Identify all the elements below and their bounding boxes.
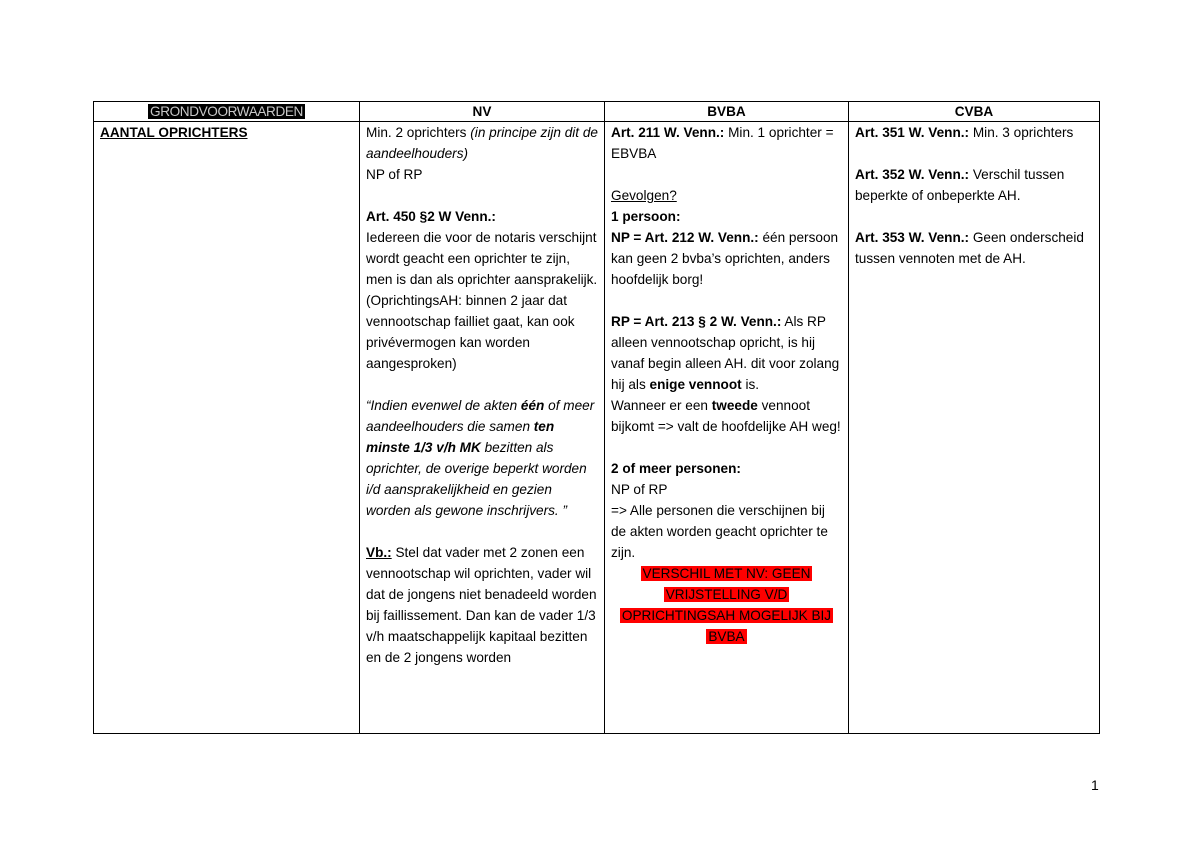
bvba-red-highlight: VERSCHIL MET NV: GEEN VRIJSTELLING V/D OPRICHTINGSAH MOGELIJK BIJ BVBA: [621, 566, 832, 644]
bvba-gevolgen: Gevolgen?: [611, 188, 677, 203]
row-aantal-oprichters: [94, 122, 1100, 734]
nv-paragraph: Iedereen die voor de notaris verschijnt wordt geacht een oprichter te zijn, men is dan als oprichter aansprakelijk. (OprichtingsAH: binnen 2 jaar dat vennootschap failliet gaat, kan ook privévermogen kan worden aangesproken): [366, 230, 598, 371]
header-row: [94, 102, 1100, 122]
bvba-cell: [605, 122, 849, 734]
cvba-art-353: Art. 353 W. Venn.: Geen onderscheid tussen vennoten met de AH.: [855, 230, 1084, 266]
header-bvba: BVBA: [605, 102, 849, 122]
bvba-art-213: RP = Art. 213 § 2 W. Venn.: Als RP alleen vennootschap opricht, is hij vanaf begin alleen AH. dit voor zolang hij als enige vennoot is.: [611, 314, 840, 392]
cvba-art-351: Art. 351 W. Venn.: Min. 3 oprichters: [855, 125, 1074, 140]
header-cvba: CVBA: [849, 102, 1100, 122]
bvba-art-212: NP = Art. 212 W. Venn.: één persoon kan geen 2 bvba’s oprichten, anders hoofdelijk borg!: [611, 230, 839, 287]
nv-min-oprichters: Min. 2 oprichters (in principe zijn dit de aandeelhouders): [366, 125, 598, 161]
page-number: 1: [1091, 777, 1099, 793]
nv-example: Vb.: Stel dat vader met 2 zonen een vennootschap wil oprichten, vader wil dat de jongens niet benadeeld worden bij faillissement. Dan kan de vader 1/3 v/h maatschappelijk kapitaal bezitten en de 2 jongens worden: [366, 545, 597, 665]
header-nv: NV: [360, 102, 605, 122]
comparison-table: [93, 101, 1100, 734]
row-label-cell: [94, 122, 360, 734]
cvba-cell: [849, 122, 1100, 734]
nv-cell: [360, 122, 605, 734]
nv-art-450: Art. 450 §2 W Venn.:: [366, 209, 496, 224]
nv-np-rp: NP of RP: [366, 167, 423, 182]
bvba-1-persoon: 1 persoon:: [611, 209, 681, 224]
bvba-2-personen: 2 of meer personen:: [611, 461, 741, 476]
bvba-art-211: Art. 211 W. Venn.: Min. 1 oprichter = EBVBA: [611, 125, 834, 161]
row-label: AANTAL OPRICHTERS: [100, 125, 248, 140]
nv-quote: “Indien evenwel de akten één of meer aandeelhouders die samen ten minste 1/3 v/h MK bezitten als oprichter, de overige beperkt worden i/d aansprakelijkheid en gezien worden als gewone inschrijvers. ”: [366, 398, 595, 518]
header-grondvoorwaarden-label: GRONDVOORWAARDEN: [150, 104, 303, 119]
bvba-np-rp: NP of RP: [611, 482, 668, 497]
bvba-tweede-vennoot: Wanneer er een tweede vennoot bijkomt => valt de hoofdelijke AH weg!: [611, 398, 841, 434]
header-grondvoorwaarden: [94, 102, 360, 122]
bvba-alle-personen: => Alle personen die verschijnen bij de akten worden geacht oprichter te zijn.: [611, 503, 828, 560]
cvba-art-352: Art. 352 W. Venn.: Verschil tussen beperkte of onbeperkte AH.: [855, 167, 1065, 203]
